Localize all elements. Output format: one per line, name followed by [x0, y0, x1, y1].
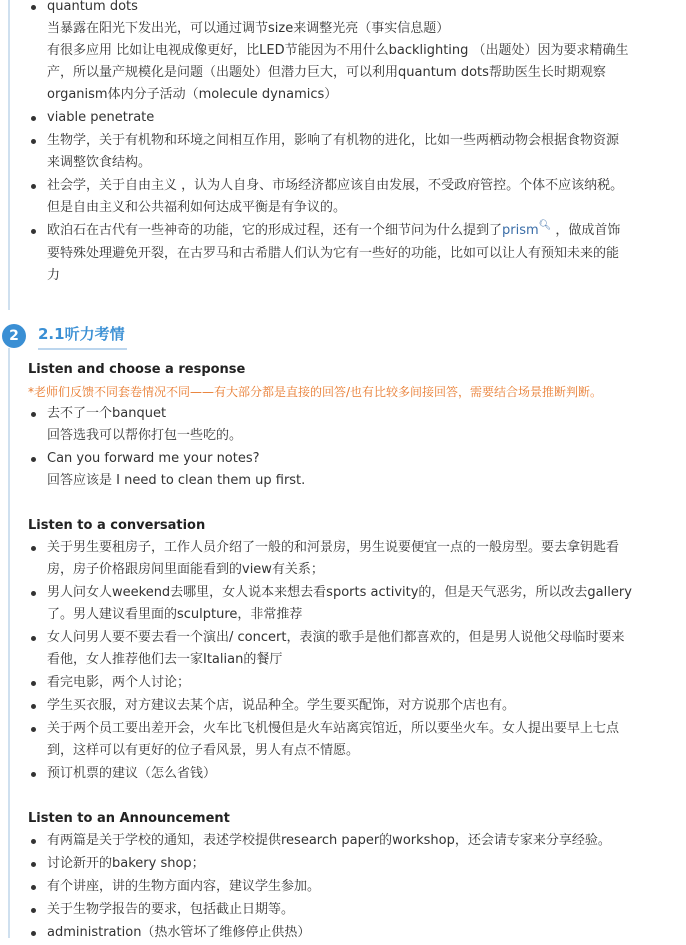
list-item: 女人问男人要不要去看一个演出/ concert，表演的歌手是他们都喜欢的，但是男人说他父母临时要来 看他，女人推荐他们去一家Italian的餐厅: [28, 627, 676, 671]
section-header: [0, 322, 686, 348]
list-item: administration（热水管坏了维修停止供热）: [28, 922, 676, 944]
list-item: 去不了一个banquet 回答选我可以帮你打包一些吃的。: [28, 403, 676, 447]
list-item: quantum dots 当暴露在阳光下发出光，可以通过调节size来调整光亮（事实信息题） 有很多应用 比如让电视成像更好，比LED节能因为不用什么backlighting （出题处）因为要求精确生 产，所以量产规模化是问题（出题处）但潜力巨大，可以利用quantum dots帮助医生长时期观察 organism体内分子活动（molecule dynamics）: [28, 0, 676, 106]
list-item: 社会学，关于自由主义 ，认为人自身、市场经济都应该自由发展，不受政府管控。个体不应该纳税。 但是自由主义和公共福利如何达成平衡是有争议的。: [28, 175, 676, 219]
teacher-note: *老师们反馈不同套卷情况不同——有大部分都是直接的回答/也有比较多间接回答，需要结合场景推断判断。: [28, 385, 603, 399]
announcement-heading: Listen to an Announcement: [28, 811, 230, 826]
section-number-badge: 2: [2, 324, 26, 348]
response-list: [28, 403, 676, 492]
response-heading: Listen and choose a response: [28, 362, 246, 377]
intro-list: [28, 0, 676, 287]
list-item: 预订机票的建议（怎么省钱）: [28, 763, 676, 785]
list-item: 讨论新开的bakery shop；: [28, 853, 676, 875]
announcement-list: [28, 830, 676, 944]
left-rule-bottom: [8, 348, 10, 938]
list-item: Can you forward me your notes? 回答应该是 I need to clean them up first.: [28, 448, 676, 492]
conversation-list: [28, 537, 676, 785]
list-item: 有两篇是关于学校的通知，表述学校提供research paper的workshop，还会请专家来分享经验。: [28, 830, 676, 852]
list-item: 关于两个员工要出差开会，火车比飞机慢但是火车站离宾馆近，所以要坐火车。女人提出要早上七点 到，这样可以有更好的位子看风景，男人有点不情愿。: [28, 718, 676, 762]
list-item: 生物学，关于有机物和环境之间相互作用，影响了有机物的进化，比如一些两栖动物会根据食物资源 来调整饮食结构。: [28, 130, 676, 174]
conversation-heading: Listen to a conversation: [28, 518, 206, 533]
prism-link[interactable]: prism: [502, 223, 539, 238]
list-item: 关于男生要租房子，工作人员介绍了一般的和河景房，男生说要便宜一点的一般房型。要去拿钥匙看 房，房子价格跟房间里面能看到的view有关系；: [28, 537, 676, 581]
listening-section: [28, 359, 676, 945]
list-item: viable penetrate: [28, 107, 676, 129]
search-icon[interactable]: 🔍︎: [538, 220, 552, 231]
list-item: 学生买衣服，对方建议去某个店，说品种全。学生要买配饰，对方说那个店也有。: [28, 695, 676, 717]
list-item: 关于生物学报告的要求，包括截止日期等。: [28, 899, 676, 921]
intro-section: [28, 0, 676, 288]
list-item: 男人问女人weekend去哪里，女人说本来想去看sports activity的，但是天气恶劣，所以改去gallery 了。男人建议看里面的sculpture，非常推荐: [28, 582, 676, 626]
list-item: 看完电影，两个人讨论；: [28, 672, 676, 694]
left-rule-top: [8, 0, 10, 310]
section-title: 2.1听力考情: [38, 322, 127, 350]
list-item: 有个讲座，讲的生物方面内容，建议学生参加。: [28, 876, 676, 898]
list-item: 欧泊石在古代有一些神奇的功能，它的形成过程，还有一个细节问为什么提到了prism🔍︎ ，做成首饰 要特殊处理避免开裂，在古罗马和古希腊人们认为它有一些好的功能，比如可以让人有预知未来的能 力: [28, 220, 676, 287]
